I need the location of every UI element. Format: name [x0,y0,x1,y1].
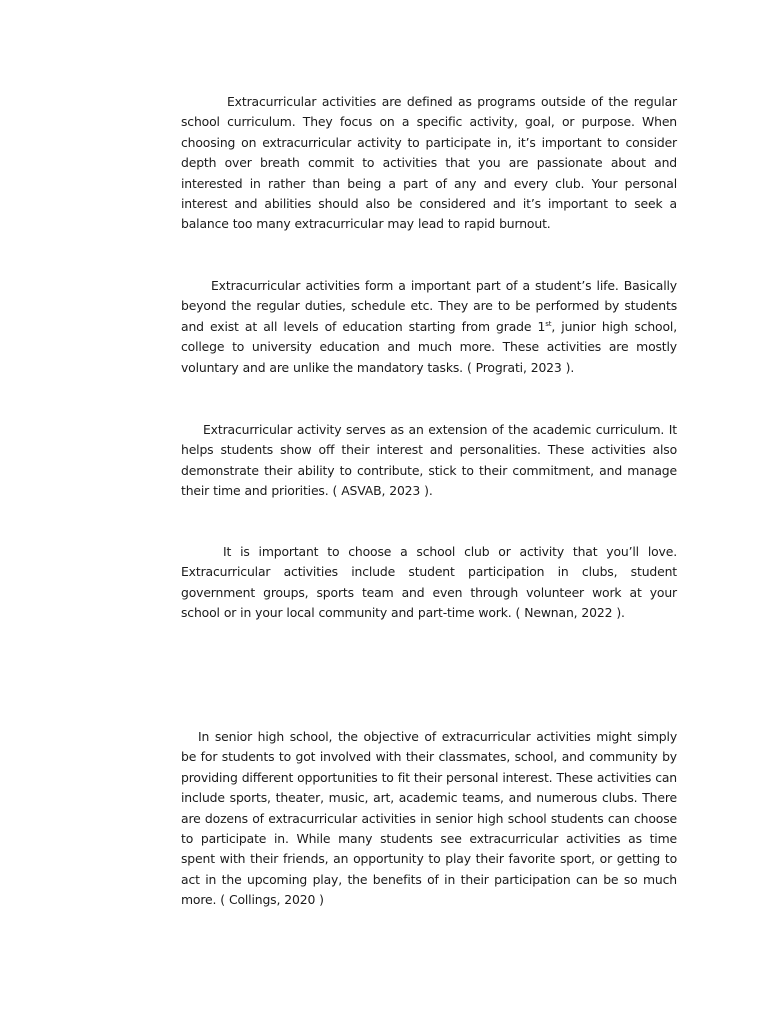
paragraph-student-life-text: Extracurricular activities form a important part of a student’s life. Basically beyond the regular duties, schedule etc. They are to be performed by students and exist at all levels of education starting from grade 1 [181,278,677,334]
paragraph-choosing-club: It is important to choose a school club or activity that you’ll love. Extracurricular activities include student participation in clubs, student government groups, sports team and even through volunteer work at your school or in your local community and part-time work. ( Newnan, 2022 ). [181,544,677,621]
paragraph-senior-high: In senior high school, the objective of extracurricular activities might simply be for students to got involved with their classmates, school, and community by providing different opportunities to fit their personal interest. These activities can include sports, theater, music, art, academic teams, and numerous clubs. There are dozens of extracurricular activities in senior high school students can choose to participate in. While many students see extracurricular activities as time spent with their friends, an opportunity to play their favorite sport, or getting to act in the upcoming play, the benefits of in their participation can be so much more. ( Collings, 2020 ) [181,729,677,908]
paragraph-student-life-text-continued: , junior high school, college to university education and much more. These activities are mostly voluntary and are unlike the mandatory tasks. ( Prograti, 2023 ). [181,318,678,375]
ordinal-suffix: st [545,319,552,328]
paragraph-student-life [181,276,677,378]
paragraph-academic-extension: Extracurricular activity serves as an extension of the academic curriculum. It helps students show off their interest and personalities. These activities also demonstrate their ability to contribute, stick to their commitment, and manage their time and priorities. ( ASVAB, 2023 ). [181,422,677,499]
paragraph-definition: Extracurricular activities are defined as programs outside of the regular school curriculum. They focus on a specific activity, goal, or purpose. When choosing on extracurricular activity to participate in, it’s important to consider depth over breath commit to activities that you are passionate about and interested in rather than being a part of any and every club. Your personal interest and abilities should also be considered and it’s important to seek a balance too many extracurricular may lead to rapid burnout. [181,94,677,232]
